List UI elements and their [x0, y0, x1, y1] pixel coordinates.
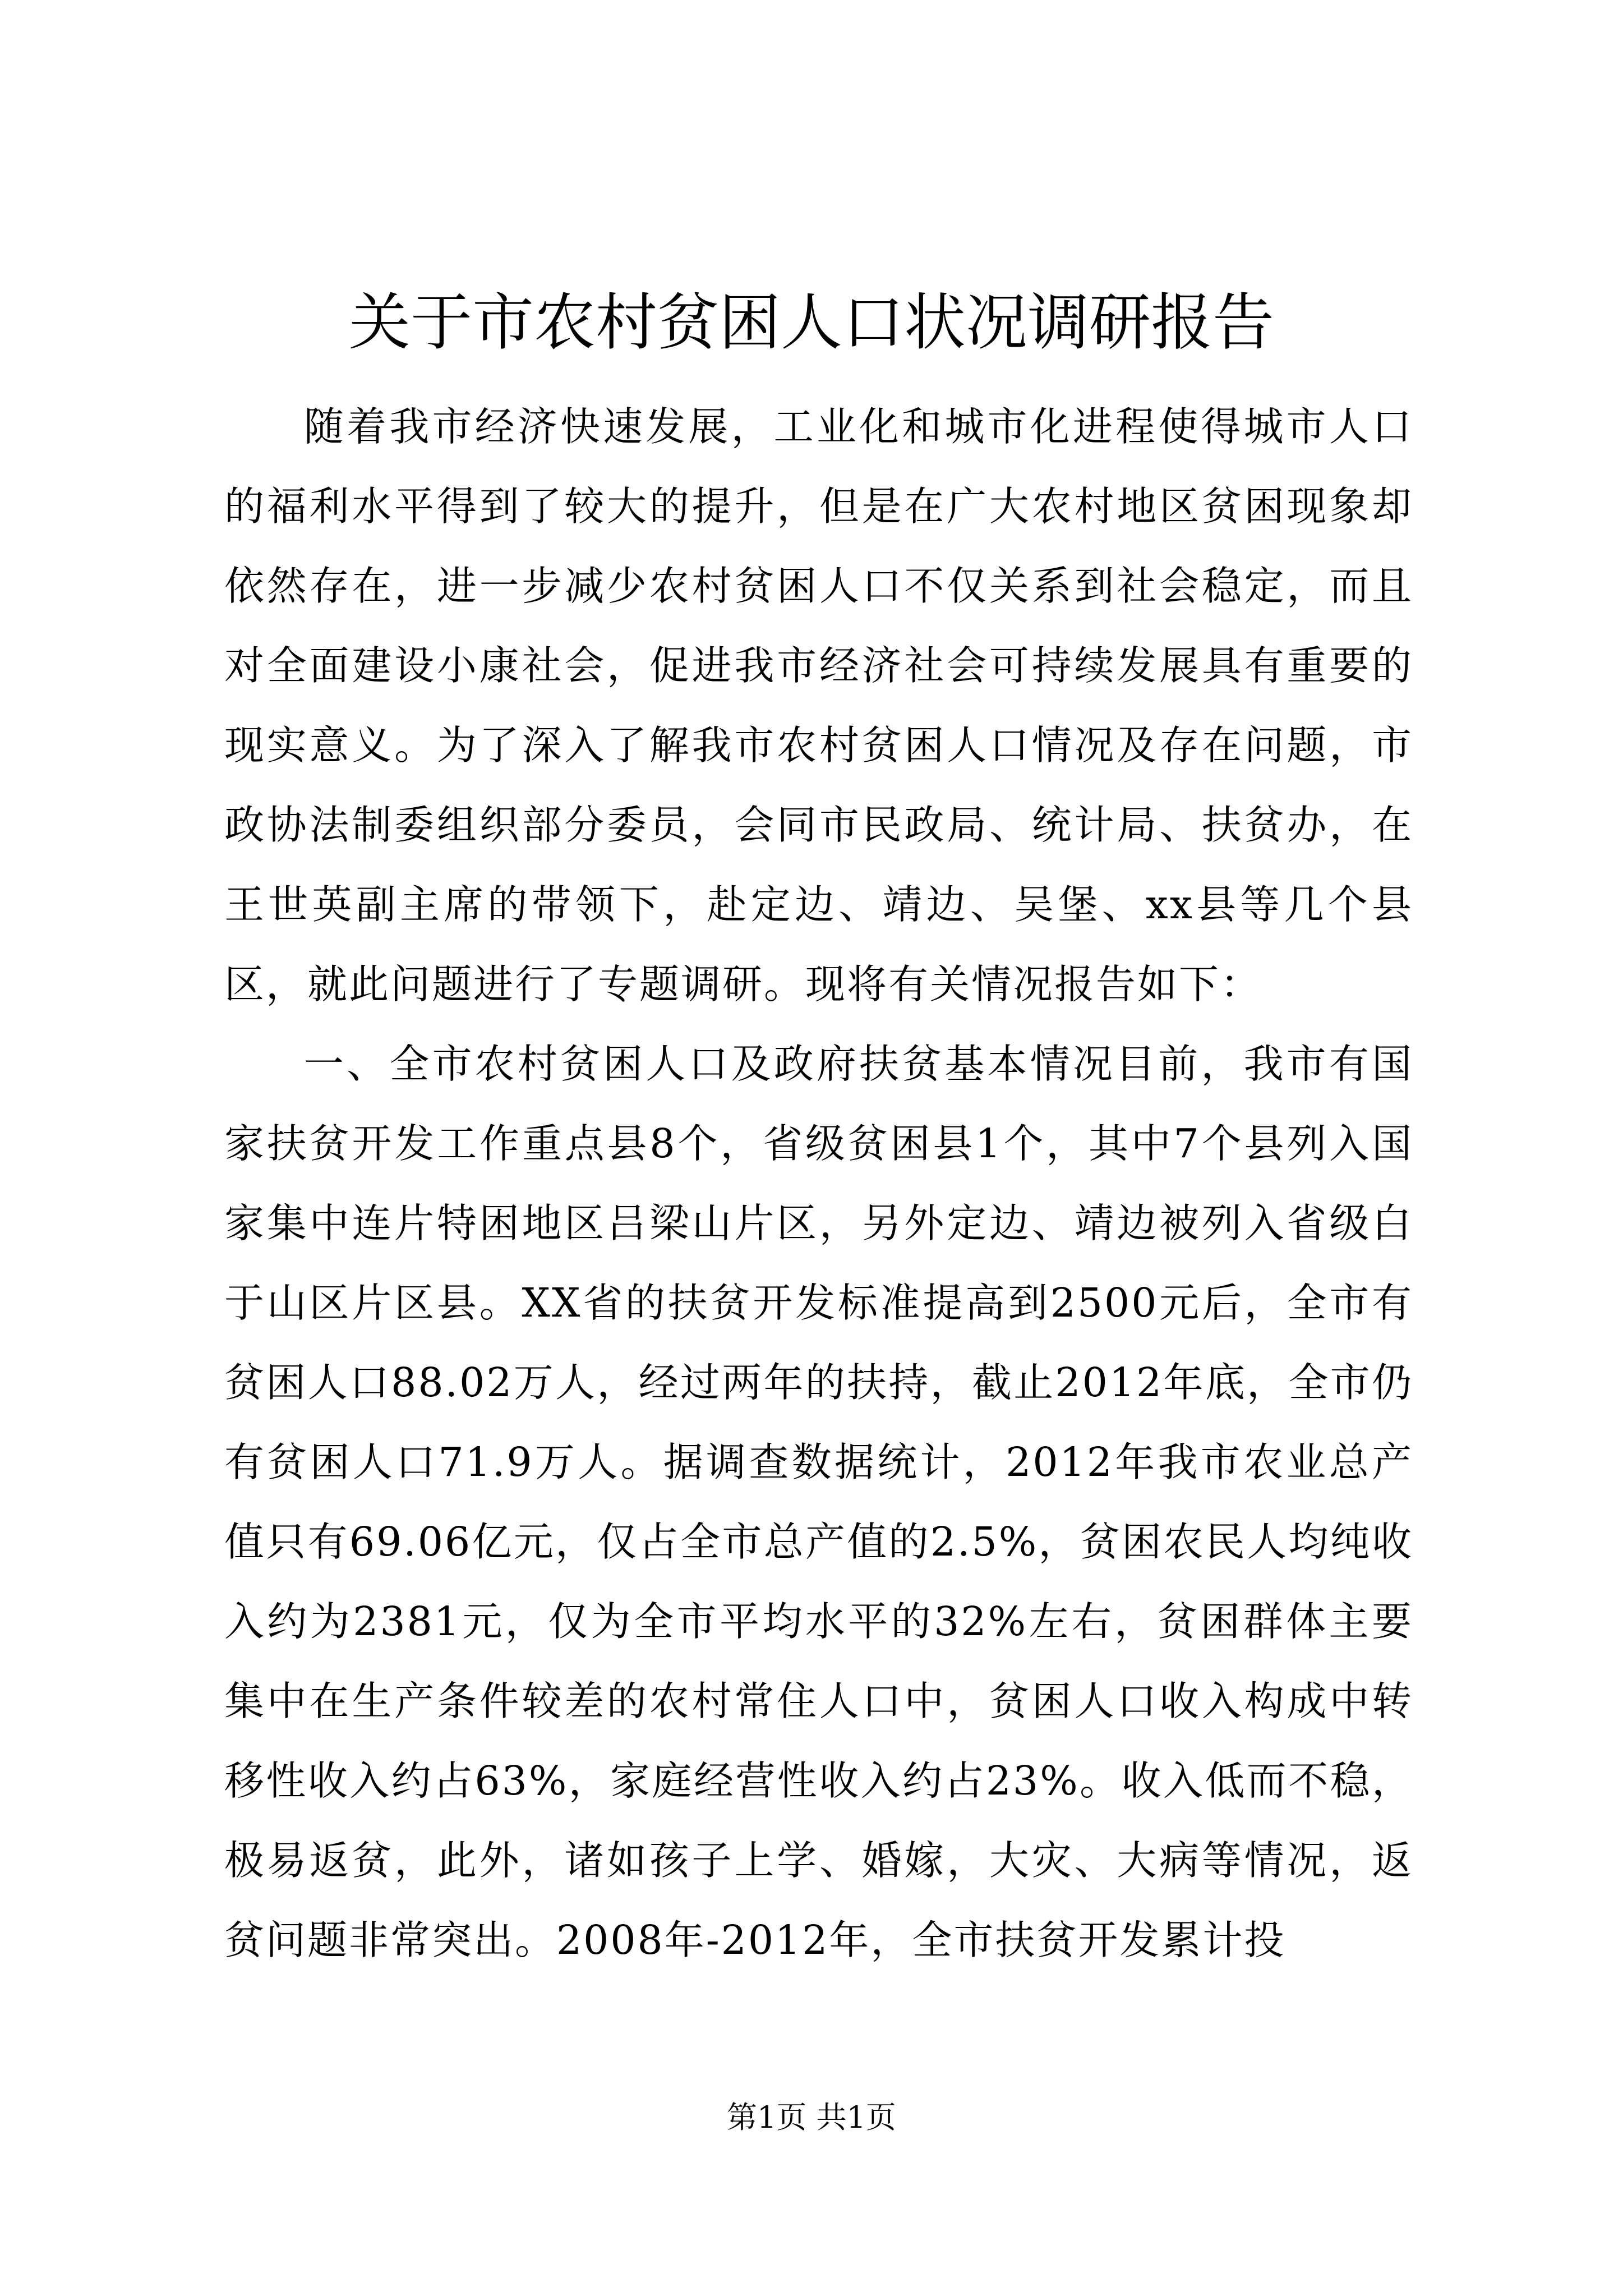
document-body — [224, 387, 1413, 1980]
document-title: 关于市农村贫困人口状况调研报告 — [349, 287, 1274, 358]
paragraph-intro: 随着我市经济快速发展，工业化和城市化进程使得城市人口的福利水平得到了较大的提升，但是在广大农村地区贫困现象却依然存在，进一步减少农村贫困人口不仅关系到社会稳定，而且对全面建设小康社会，促进我市经济社会可持续发展具有重要的现实意义。为了深入了解我市农村贫困人口情况及存在问题，市政协法制委组织部分委员，会同市民政局、统计局、扶贫办，在王世英副主席的带领下，赴定边、靖边、吴堡、xx县等几个县区，就此问题进行了专题调研。现将有关情况报告如下： — [224, 403, 1413, 1007]
paragraph-section-one: 一、全市农村贫困人口及政府扶贫基本情况目前，我市有国家扶贫开发工作重点县8个，省级贫困县1个，其中7个县列入国家集中连片特困地区吕梁山片区，另外定边、靖边被列入省级白于山区片区县。XX省的扶贫开发标准提高到2500元后，全市有贫困人口88.02万人，经过两年的扶持，截止2012年底，全市仍有贫困人口71.9万人。据调查数据统计，2012年我市农业总产值只有69.06亿元，仅占全市总产值的2.5%，贫困农民人均纯收入约为2381元，仅为全市平均水平的32%左右，贫困群体主要集中在生产条件较差的农村常住人口中，贫困人口收入构成中转移性收入约占63%，家庭经营性收入约占23%。收入低而不稳，极易返贫，此外，诸如孩子上学、婚嫁，大灾、大病等情况，返贫问题非常突出。2008年-2012年，全市扶贫开发累计投 — [224, 1041, 1413, 1963]
page-footer: 第1页 共1页 — [727, 2100, 896, 2135]
